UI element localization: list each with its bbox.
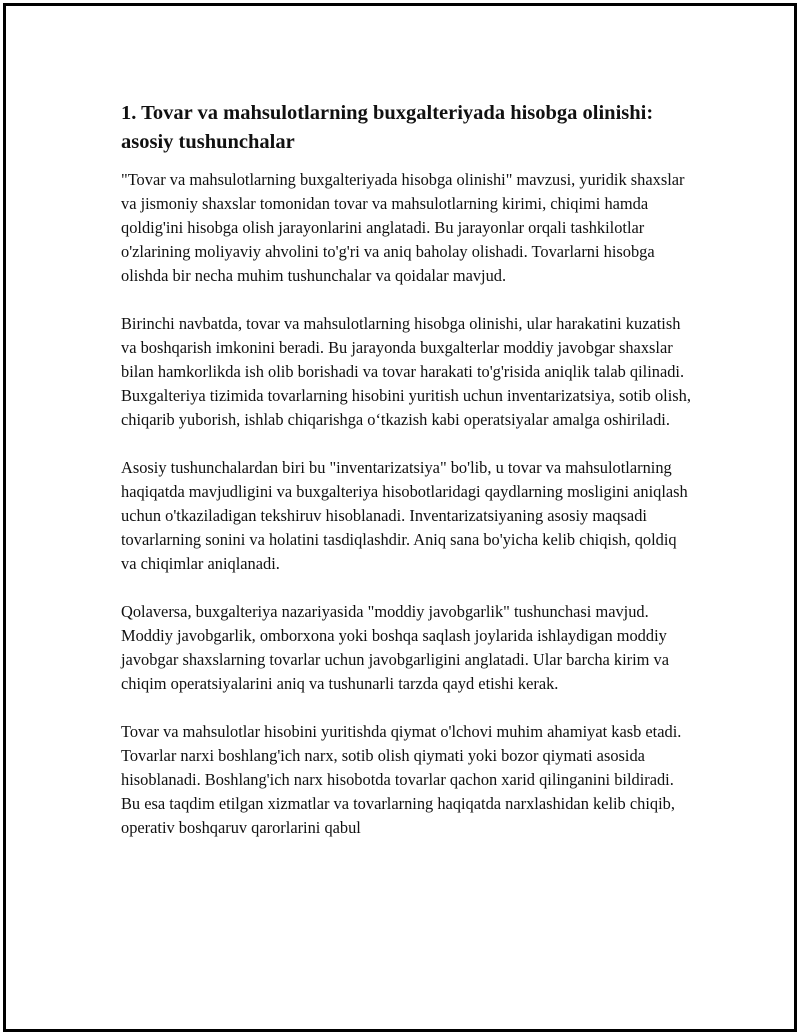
page-frame: [3, 3, 797, 1032]
paragraph-material-liability: Qolaversa, buxgalteriya nazariyasida "moddiy javobgarlik" tushunchasi mavjud. Moddiy javobgarlik, omborxona yoki boshqa saqlash joylarida ishlaydigan moddiy javobgar shaxslarning tovarlar uchun javobgarligini anglatadi. Ular barcha kirim va chiqim operatsiyalarini aniq va tushunarli tarzda qayd etishi kerak.: [121, 602, 669, 693]
paragraph-inventory: Asosiy tushunchalardan biri bu "inventarizatsiya" bo'lib, u tovar va mahsulotlarning haqiqatda mavjudligini va buxgalteriya hisobotlaridagi qaydlarning mosligini aniqlash uchun o'tkaziladigan tekshiruv hisoblanadi. Inventarizatsiyaning asosiy maqsadi tovarlarning sonini va holatini tasdiqlashdir. Aniq sana bo'yicha kelib chiqish, qoldiq va chiqimlar aniqlanadi.: [121, 458, 688, 573]
section-heading: 1. Tovar va mahsulotlarning buxgalteriyada hisobga olinishi: asosiy tushunchalar: [121, 102, 654, 153]
paragraph-first-point: Birinchi navbatda, tovar va mahsulotlarning hisobga olinishi, ular harakatini kuzatish va boshqarish imkonini beradi. Bu jarayonda buxgalterlar moddiy javobgar shaxslar bilan hamkorlikda ish olib borishadi va tovar harakati to'g'risida aniqlik talab qilinadi. Buxgalteriya tizimida tovarlarning hisobini yuritish uchun inventarizatsiya, sotib olish, chiqarib yuborish, ishlab chiqarishga o‘tkazish kabi operatsiyalar amalga oshiriladi.: [121, 314, 691, 429]
paragraph-intro: "Tovar va mahsulotlarning buxgalteriyada hisobga olinishi" mavzusi, yuridik shaxslar va jismoniy shaxslar tomonidan tovar va mahsulotlarning kirimi, chiqimi hamda qoldig'ini hisobga olish jarayonlarini anglatadi. Bu jarayonlar orqali tashkilotlar o'zlarining moliyaviy ahvolini to'g'ri va aniq baholay olishadi. Tovarlarni hisobga olishda bir necha muhim tushunchalar va qoidalar mavjud.: [121, 170, 685, 285]
document-body: [121, 99, 691, 864]
paragraph-valuation: Tovar va mahsulotlar hisobini yuritishda qiymat o'lchovi muhim ahamiyat kasb etadi. Tovarlar narxi boshlang'ich narx, sotib olish qiymati yoki bozor qiymati asosida hisoblanadi. Boshlang'ich narx hisobotda tovarlar qachon xarid qilinganini bildiradi. Bu esa taqdim etilgan xizmatlar va tovarlarning haqiqatda narxlashidan kelib chiqib, operativ boshqaruv qarorlarini qabul: [121, 722, 682, 837]
